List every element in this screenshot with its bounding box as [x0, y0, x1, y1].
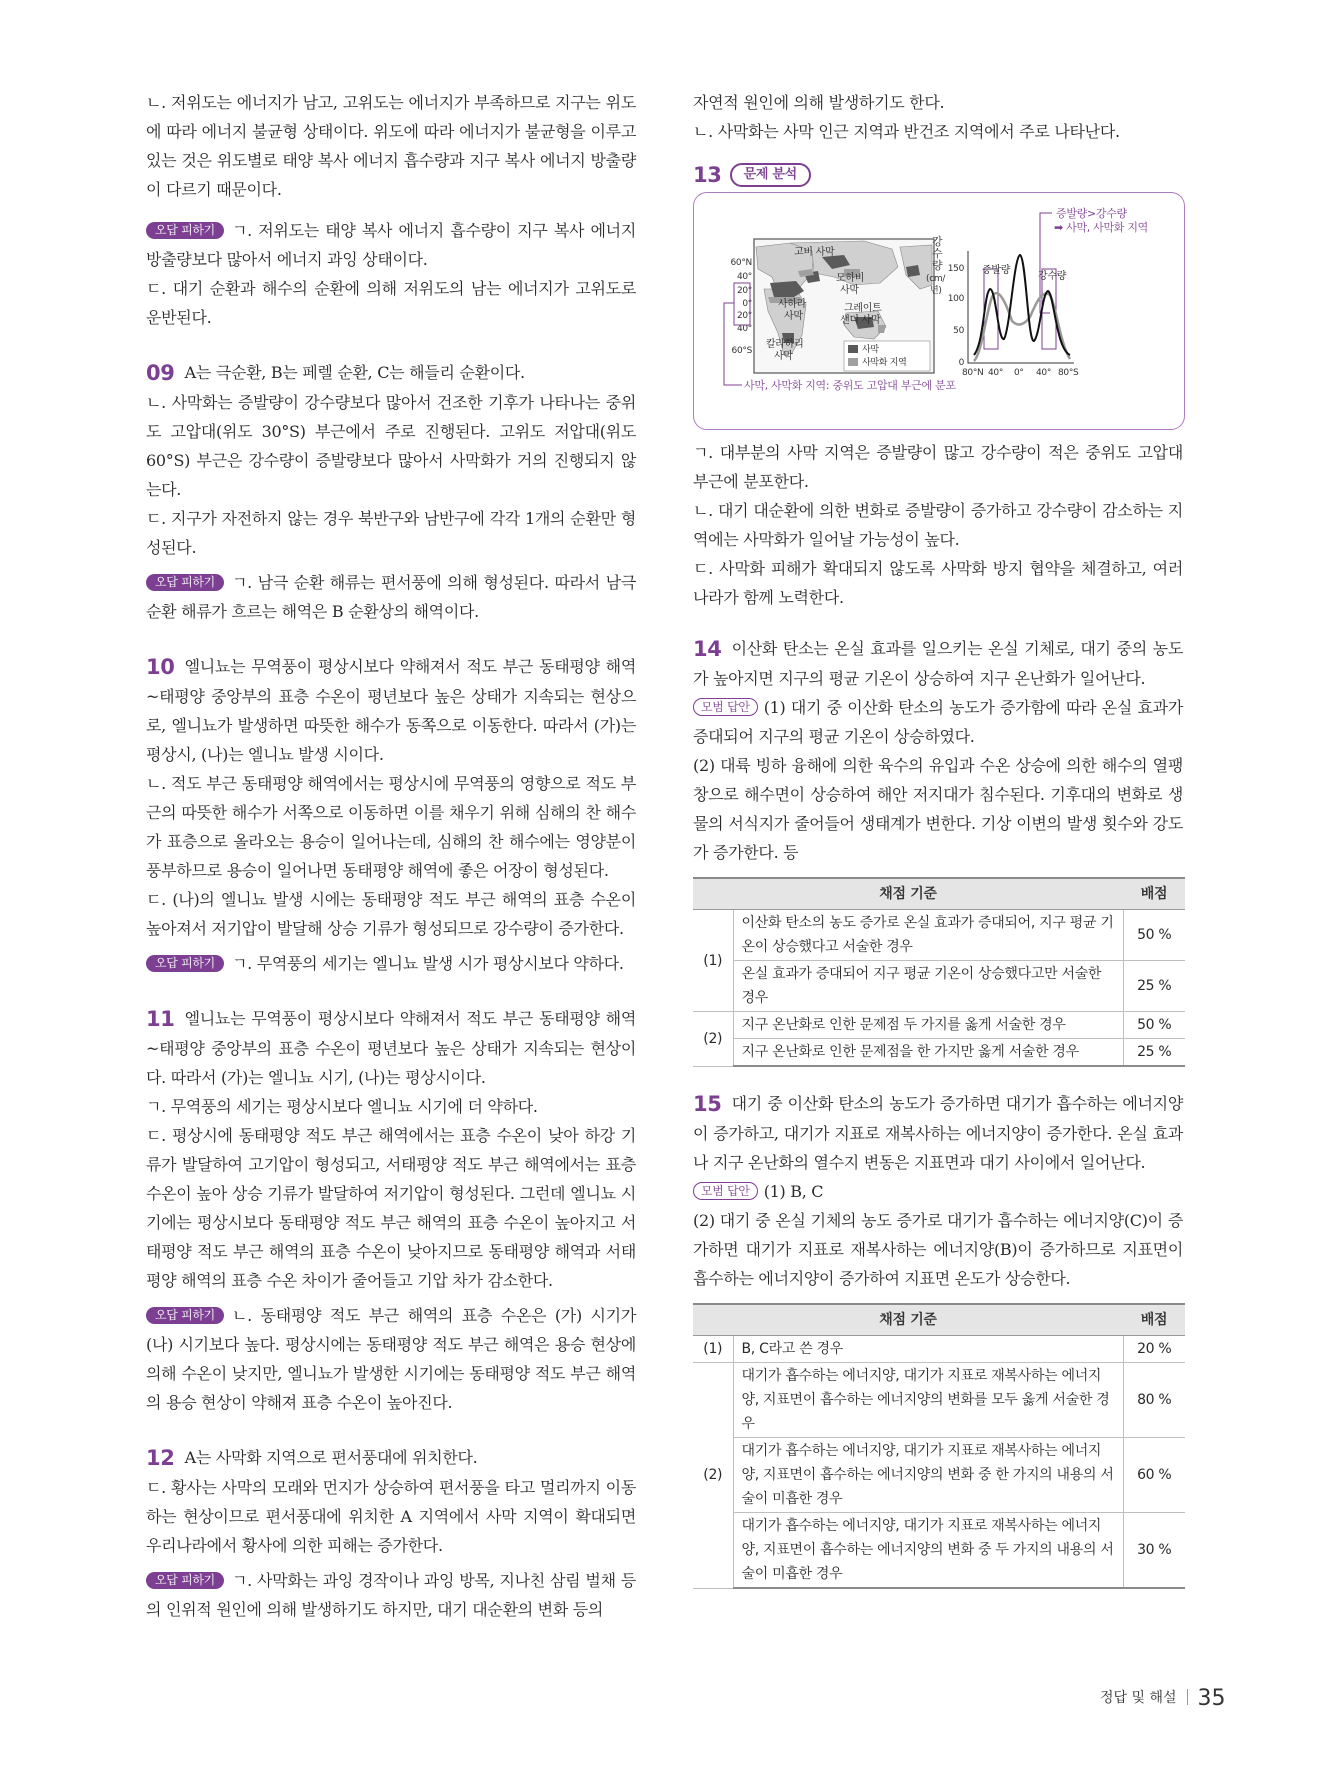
table-header-score: 배점 — [1123, 878, 1185, 910]
label-sahara-2: 사막 — [784, 311, 803, 322]
chart-xtick: 0° — [1014, 368, 1024, 378]
paragraph: ㄷ. 평상시에 동태평양 적도 부근 해역에서는 표층 수온이 낮아 하강 기류가 발달하여 고기압이 형성되고, 서태평양 적도 부근 해역에서는 표층 수온이 높아 상승 기류가 발달하여 저기압이 형성된다. 그런데 엘니뇨 시기에는 평상시보다 동태평양 적도 부근 해역의 표층 수온이 높아지고 서태평양 적도 부근 해역의 표층 수온이 낮아지므로 동태평양 해역과 서태평양 해역의 표층 수온 차이가 줄어들고 기압 차가 감소한다. — [146, 1126, 636, 1290]
score-cell: 60 % — [1123, 1438, 1185, 1513]
question-13-figure — [693, 192, 1185, 430]
legend-desertified-label: 사막화 지역 — [862, 358, 907, 368]
criteria-cell: 지구 온난화로 인한 문제점 두 가지를 옳게 서술한 경우 — [733, 1012, 1123, 1039]
avoid-text: ㄱ. 남극 순환 해류는 편서풍에 의해 형성된다. 따라서 남극 순환 해류가 흐르는 해역은 B 순환상의 해역이다. — [146, 573, 636, 621]
table-header-row — [693, 878, 1185, 910]
score-cell: 50 % — [1123, 910, 1185, 961]
row-label: (2) — [693, 1012, 733, 1067]
paragraph: ㄷ. 사막화 피해가 확대되지 않도록 사막화 방지 협약을 체결하고, 여러 나라가 함께 노력한다. — [693, 559, 1183, 607]
paragraph: ㄴ. 사막화는 사막 인근 지역과 반건조 지역에서 주로 나타난다. — [693, 122, 1120, 141]
scoring-table-14 — [693, 877, 1185, 1067]
label-great-1: 그레이트 — [844, 303, 882, 314]
model-answer-badge: 모범 답안 — [693, 698, 758, 716]
criteria-cell: 온실 효과가 증대되어 지구 평균 기온이 상승했다고만 서술한 경우 — [733, 961, 1123, 1012]
table-header-criteria: 채점 기준 — [693, 878, 1123, 910]
table-header-score: 배점 — [1123, 1304, 1185, 1336]
chart-xtick: 80°S — [1058, 368, 1079, 378]
criteria-cell: 대기가 흡수하는 에너지양, 대기가 지표로 재복사하는 에너지양, 지표면이 흡수하는 에너지양의 변화를 모두 옳게 서술한 경우 — [733, 1363, 1123, 1438]
score-cell: 25 % — [1123, 961, 1185, 1012]
map-lat-label: 0° — [742, 299, 752, 309]
paragraph: ㄴ. 사막화는 증발량이 강수량보다 많아서 건조한 기후가 나타나는 중위도 고압대(위도 30°S) 부근에서 주로 진행된다. 고위도 저압대(위도 60°S) 부근은 강수량이 증발량보다 많아서 사막화가 거의 진행되지 않는다. — [146, 393, 636, 499]
paragraph: ㄱ. 무역풍의 세기는 평상시보다 엘니뇨 시기에 더 약하다. — [146, 1097, 538, 1116]
question-14-heading — [693, 634, 1183, 693]
question-heading-text: 엘니뇨는 무역풍이 평상시보다 약해져서 적도 부근 동태평양 해역~태평양 중앙부의 표층 수온이 평년보다 높은 상태가 지속되는 현상이다. 따라서 (가)는 엘니뇨 시기, (나)는 평상시이다. — [146, 1009, 636, 1087]
chart-xtick: 80°N — [962, 368, 984, 378]
table-header-criteria: 채점 기준 — [693, 1304, 1123, 1336]
chart-ylabel-char: 량 — [932, 259, 943, 272]
paragraph: 자연적 원인에 의해 발생하기도 한다. — [693, 93, 945, 112]
chart-ylabel-char: 강 — [932, 235, 943, 248]
question-heading-text: 엘니뇨는 무역풍이 평상시보다 약해져서 적도 부근 동태평양 해역~태평양 중앙부의 표층 수온이 평년보다 높은 상태가 지속되는 현상으로, 엘니뇨가 발생하면 따뜻한 해수가 동쪽으로 이동한다. 따라서 (가)는 평상시, (나)는 엘니뇨 발생 시이다. — [146, 657, 636, 764]
chart-ytick: 0 — [958, 358, 964, 368]
scoring-table-15 — [693, 1303, 1185, 1589]
legend-desert-label: 사막 — [862, 345, 879, 355]
legend-desertified-swatch — [848, 358, 858, 366]
score-cell: 80 % — [1123, 1363, 1185, 1438]
row-label: (1) — [693, 910, 733, 1012]
footer-label: 정답 및 해설 — [1100, 1690, 1177, 1706]
table-row — [693, 1039, 1185, 1067]
answer-paragraph: (2) 대기 중 온실 기체의 농도 증가로 대기가 흡수하는 에너지양(C)이 증가하면 대기가 지표로 재복사하는 에너지양(B)이 증가하므로 지표면이 흡수하는 에너지양이 증가하여 지표면 온도가 상승한다. — [693, 1211, 1183, 1288]
label-kalahari-2: 사막 — [774, 351, 793, 362]
label-gobi: 고비 사막 — [794, 247, 835, 258]
avoid-badge: 오답 피하기 — [146, 1572, 224, 1589]
question-number: 15 — [693, 1092, 722, 1116]
criteria-cell: 지구 온난화로 인한 문제점을 한 가지만 옳게 서술한 경우 — [733, 1039, 1123, 1067]
paragraph: ㄴ. 적도 부근 동태평양 해역에서는 평상시에 무역풍의 영향으로 적도 부근의 따뜻한 해수가 서쪽으로 이동하면 이를 채우기 위해 심해의 찬 해수가 표층으로 올라오는 용승이 일어나는데, 심해의 찬 해수에는 영양분이 풍부하므로 용승이 일어나면 동태평양 해역에 좋은 어장이 형성된다. — [146, 774, 636, 880]
chart-ylabel-char: 년) — [930, 286, 942, 296]
avoid-paragraph — [146, 568, 636, 626]
paragraph: ㄷ. 대기 순환과 해수의 순환에 의해 저위도의 남는 에너지가 고위도로 운반된다. — [146, 279, 636, 327]
map-lat-label: 60°N — [730, 258, 752, 268]
world-map — [754, 239, 934, 373]
paragraph: ㄴ. 대기 대순환에 의한 변화로 증발량이 증가하고 강수량이 감소하는 지역에는 사막화가 일어날 가능성이 높다. — [693, 501, 1183, 549]
question-09-heading — [146, 358, 636, 388]
table-row — [693, 1438, 1185, 1513]
table-header-row — [693, 1304, 1185, 1336]
chart-ytick: 50 — [953, 326, 964, 336]
table-row — [693, 1363, 1185, 1438]
map-lat-label: 40° — [736, 324, 752, 334]
callout-top-1: 증발량>강수량 — [1056, 207, 1127, 220]
table-row — [693, 1513, 1185, 1589]
avoid-text: ㄱ. 저위도는 태양 복사 에너지 흡수량이 지구 복사 에너지 방출량보다 많아서 에너지 과잉 상태이다. — [146, 221, 636, 269]
chart-xtick: 40° — [1036, 368, 1052, 378]
chart-precip-label: 강수량 — [1038, 271, 1067, 282]
callout-bottom: 사막, 사막화 지역: 중위도 고압대 부근에 분포 — [744, 379, 956, 392]
score-cell: 25 % — [1123, 1039, 1185, 1067]
chart-evap-label: 증발량 — [982, 265, 1011, 276]
question-10-heading — [146, 652, 636, 769]
row-label: (1) — [693, 1336, 733, 1363]
paragraph: ㄷ. (나)의 엘니뇨 발생 시에는 동태평양 적도 부근 해역의 표층 수온이 높아져서 저기압이 발달해 상승 기류가 형성되므로 강수량이 증가한다. — [146, 890, 636, 938]
legend-desert-swatch — [848, 345, 858, 353]
figure-svg — [694, 193, 1186, 431]
avoid-paragraph — [146, 216, 636, 274]
question-number: 10 — [146, 655, 175, 679]
question-heading-text: A는 사막화 지역으로 편서풍대에 위치한다. — [184, 1448, 478, 1467]
answer-text: (1) B, C — [763, 1182, 824, 1201]
analysis-pill: 문제 분석 — [730, 163, 811, 187]
question-heading-text: 이산화 탄소는 온실 효과를 일으키는 온실 기체로, 대기 중의 농도가 높아지면 지구의 평균 기온이 상승하여 지구 온난화가 일어난다. — [693, 639, 1183, 688]
paragraph: ㄷ. 지구가 자전하지 않는 경우 북반구와 남반구에 각각 1개의 순환만 형성된다. — [146, 509, 636, 557]
avoid-text: ㄴ. 동태평양 적도 부근 해역의 표층 수온은 (가) 시기가 (나) 시기보다 높다. 평상시에는 동태평양 적도 부근 해역은 용승 현상에 의해 수온이 낮지만, 엘니뇨가 발생한 시기에는 동태평양 적도 부근 해역의 용승 현상이 약해져 표층 수온이 높아진다. — [146, 1306, 636, 1412]
footer-divider — [1187, 1689, 1188, 1705]
answer-paragraph: (2) 대륙 빙하 융해에 의한 육수의 유입과 수온 상승에 의한 해수의 열팽창으로 해수면이 상승하여 해안 저지대가 침수된다. 기후대의 변화로 생물의 서식지가 줄어들어 생태계가 변한다. 기상 이변의 발생 횟수와 강도가 증가한다. 등 — [693, 756, 1183, 862]
map-lat-label: 20° — [736, 286, 752, 296]
question-number: 13 — [693, 162, 722, 187]
paragraph: ㄴ. 저위도는 에너지가 남고, 고위도는 에너지가 부족하므로 지구는 위도에 따라 에너지 불균형 상태이다. 위도에 따라 에너지가 불균형을 이루고 있는 것은 위도별로 태양 복사 에너지 흡수량과 지구 복사 에너지 방출량이 다르기 때문이다. — [146, 93, 636, 199]
chart-ylabel-char: (cm/ — [926, 274, 946, 284]
page-footer — [1100, 1686, 1226, 1711]
map-lat-label: 40° — [736, 272, 752, 282]
question-12-heading — [146, 1443, 636, 1473]
right-column — [693, 88, 1183, 1589]
label-great-2: 샌디 사막 — [840, 315, 881, 326]
criteria-cell: 대기가 흡수하는 에너지양, 대기가 지표로 재복사하는 에너지양, 지표면이 흡수하는 에너지양의 변화 중 두 가지의 내용의 서술이 미흡한 경우 — [733, 1513, 1123, 1589]
score-cell: 50 % — [1123, 1012, 1185, 1039]
avoid-paragraph — [146, 1566, 636, 1624]
criteria-cell: B, C라고 쓴 경우 — [733, 1336, 1123, 1363]
question-15-heading — [693, 1089, 1183, 1177]
answer-text: (1) 대기 중 이산화 탄소의 농도가 증가함에 따라 온실 효과가 증대되어 지구의 평균 기온이 상승하였다. — [693, 698, 1183, 746]
avoid-text: ㄱ. 무역풍의 세기는 엘니뇨 발생 시가 평상시보다 약하다. — [231, 954, 624, 973]
precip-chart — [926, 234, 1079, 378]
model-answer-badge: 모범 답안 — [693, 1182, 758, 1200]
question-number: 14 — [693, 637, 722, 661]
avoid-text: ㄱ. 사막화는 과잉 경작이나 과잉 방목, 지나친 삼림 벌채 등의 인위적 원인에 의해 발생하기도 하지만, 대기 대순환의 변화 등의 — [146, 1571, 636, 1619]
question-heading-text: 대기 중 이산화 탄소의 농도가 증가하면 대기가 흡수하는 에너지양이 증가하고, 대기가 지표로 재복사하는 에너지양이 증가한다. 온실 효과나 지구 온난화의 열수지 변동은 지표면과 대기 사이에서 일어난다. — [693, 1094, 1183, 1172]
map-lat-label: 20° — [736, 311, 752, 321]
question-heading-text: A는 극순환, B는 페렐 순환, C는 해들리 순환이다. — [184, 363, 525, 382]
chart-yticks — [948, 264, 965, 368]
question-number: 11 — [146, 1007, 175, 1031]
score-cell: 20 % — [1123, 1336, 1185, 1363]
page-number: 35 — [1197, 1686, 1226, 1711]
label-kalahari-1: 칼라하리 — [766, 339, 804, 350]
avoid-badge: 오답 피하기 — [146, 1307, 224, 1324]
map-lat-label: 60°S — [731, 346, 752, 356]
avoid-paragraph — [146, 1301, 636, 1417]
row-label: (2) — [693, 1363, 733, 1589]
chart-xticks — [962, 368, 1079, 378]
question-11-heading — [146, 1004, 636, 1092]
chart-ytick: 100 — [947, 294, 964, 304]
desert-mojave — [906, 265, 920, 277]
avoid-badge: 오답 피하기 — [146, 955, 224, 972]
left-column — [146, 88, 636, 1624]
answer-paragraph — [693, 1177, 1183, 1206]
table-row — [693, 961, 1185, 1012]
chart-ytick: 150 — [947, 264, 964, 274]
avoid-badge: 오답 피하기 — [146, 222, 224, 239]
question-13-heading — [693, 160, 1183, 190]
label-mojave-2: 사막 — [840, 285, 859, 296]
table-row — [693, 1012, 1185, 1039]
label-mojave-1: 모하비 — [836, 273, 865, 284]
label-sahara-1: 사하라 — [778, 299, 807, 310]
answer-paragraph — [693, 693, 1183, 751]
score-cell: 30 % — [1123, 1513, 1185, 1589]
avoid-paragraph — [146, 949, 636, 978]
chart-xtick: 40° — [988, 368, 1004, 378]
callout-top-2: ➡ 사막, 사막화 지역 — [1054, 221, 1148, 234]
question-number: 12 — [146, 1446, 175, 1470]
paragraph: ㄱ. 대부분의 사막 지역은 증발량이 많고 강수량이 적은 중위도 고압대 부근에 분포한다. — [693, 443, 1183, 491]
criteria-cell: 대기가 흡수하는 에너지양, 대기가 지표로 재복사하는 에너지양, 지표면이 흡수하는 에너지양의 변화 중 한 가지의 내용의 서술이 미흡한 경우 — [733, 1438, 1123, 1513]
chart-ylabel-char: 수 — [932, 247, 943, 260]
criteria-cell: 이산화 탄소의 농도 증가로 온실 효과가 증대되어, 지구 평균 기온이 상승했다고 서술한 경우 — [733, 910, 1123, 961]
question-number: 09 — [146, 361, 175, 385]
paragraph: ㄷ. 황사는 사막의 모래와 먼지가 상승하여 편서풍을 타고 멀리까지 이동하는 현상이므로 편서풍대에 위치한 A 지역에서 사막 지역이 확대되면 우리나라에서 황사에 의한 피해는 증가한다. — [146, 1478, 636, 1555]
table-row — [693, 1336, 1185, 1363]
table-row — [693, 910, 1185, 961]
avoid-badge: 오답 피하기 — [146, 574, 224, 591]
